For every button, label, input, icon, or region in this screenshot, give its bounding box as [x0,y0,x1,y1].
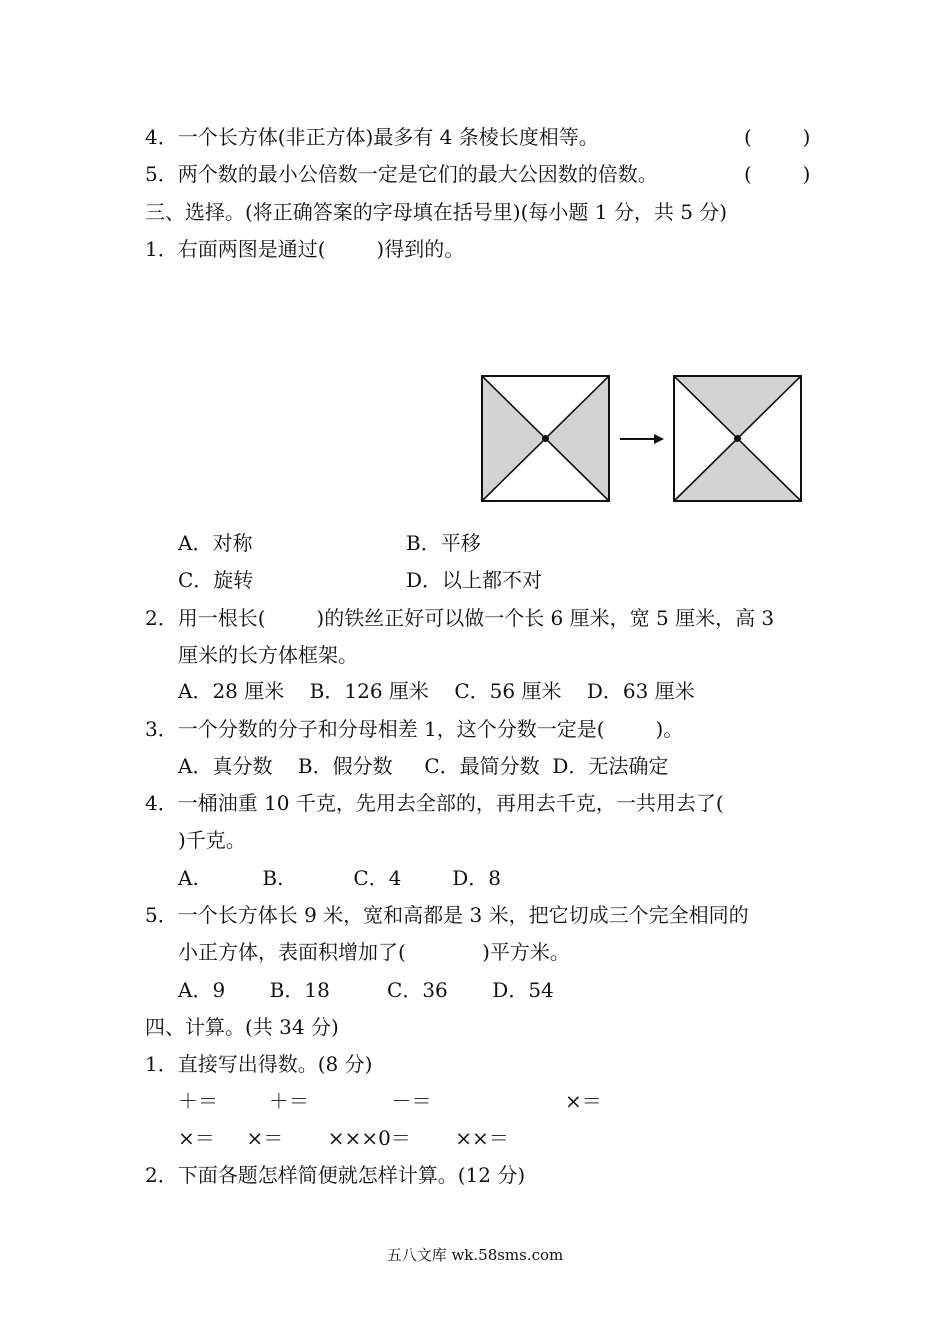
judge-question-4: 4．一个长方体(非正方体)最多有 4 条棱长度相等。 [145,125,599,149]
rotation-figure [478,372,808,506]
right-shaded-triangle-top [674,376,801,438]
q1-option-b[interactable]: B．平移 [406,531,481,555]
calc-question-2-stem: 2．下面各题怎样简便就怎样计算。(12 分) [145,1163,526,1187]
left-center-dot [542,435,549,442]
calc-question-1-stem: 1．直接写出得数。(8 分) [145,1052,373,1076]
q1-option-a[interactable]: A．对称 [178,531,253,555]
section-4-heading: 四、计算。(共 34 分) [145,1015,339,1039]
choice-question-3-stem: 3．一个分数的分子和分母相差 1，这个分数一定是( )。 [145,717,684,741]
q3-options[interactable]: A．真分数 B．假分数 C．最简分数 D．无法确定 [178,754,669,778]
q5-options[interactable]: A．9 B．18 C．36 D．54 [178,978,554,1002]
calc-row-2: ×＝ ×＝ ×××0＝ ××＝ [178,1126,509,1150]
judge-question-5: 5．两个数的最小公倍数一定是它们的最大公因数的倍数。 [145,162,658,186]
q2-options[interactable]: A．28 厘米 B．126 厘米 C．56 厘米 D．63 厘米 [178,679,695,703]
arrow-icon [620,434,664,444]
right-square-figure [674,376,801,501]
choice-question-5-stem-cont: 小正方体，表面积增加了( )平方米。 [178,940,570,964]
section-3-heading: 三、选择。(将正确答案的字母填在括号里)(每小题 1 分，共 5 分) [145,200,728,224]
footer-watermark: 五八文库 wk.58sms.com [386,1246,564,1264]
q4-options[interactable]: A. B. C．4 D．8 [178,866,502,890]
right-shaded-triangle-bottom [674,438,801,501]
left-shaded-triangle-right [545,376,609,501]
judge-answer-paren-4[interactable]: ( ) [744,125,811,149]
q1-option-c[interactable]: C．旋转 [178,568,254,592]
choice-question-5-stem: 5．一个长方体长 9 米，宽和高都是 3 米，把它切成三个完全相同的 [145,903,749,927]
choice-question-4-stem: 4．一桶油重 10 千克，先用去全部的，再用去千克，一共用去了( [145,791,724,815]
choice-question-2-stem: 2．用一根长( )的铁丝正好可以做一个长 6 厘米，宽 5 厘米，高 3 [145,606,775,630]
choice-question-2-stem-cont: 厘米的长方体框架。 [178,643,358,667]
judge-answer-paren-5[interactable]: ( ) [744,162,811,186]
right-center-dot [734,435,741,442]
left-shaded-triangle-left [482,376,545,501]
left-square-figure [482,376,609,501]
choice-question-1-stem: 1．右面两图是通过( )得到的。 [145,237,465,261]
calc-row-1: ＋＝ ＋＝ －＝ ×＝ [178,1089,602,1113]
choice-question-4-stem-cont: )千克。 [178,828,246,852]
q1-option-d[interactable]: D．以上都不对 [406,568,543,592]
